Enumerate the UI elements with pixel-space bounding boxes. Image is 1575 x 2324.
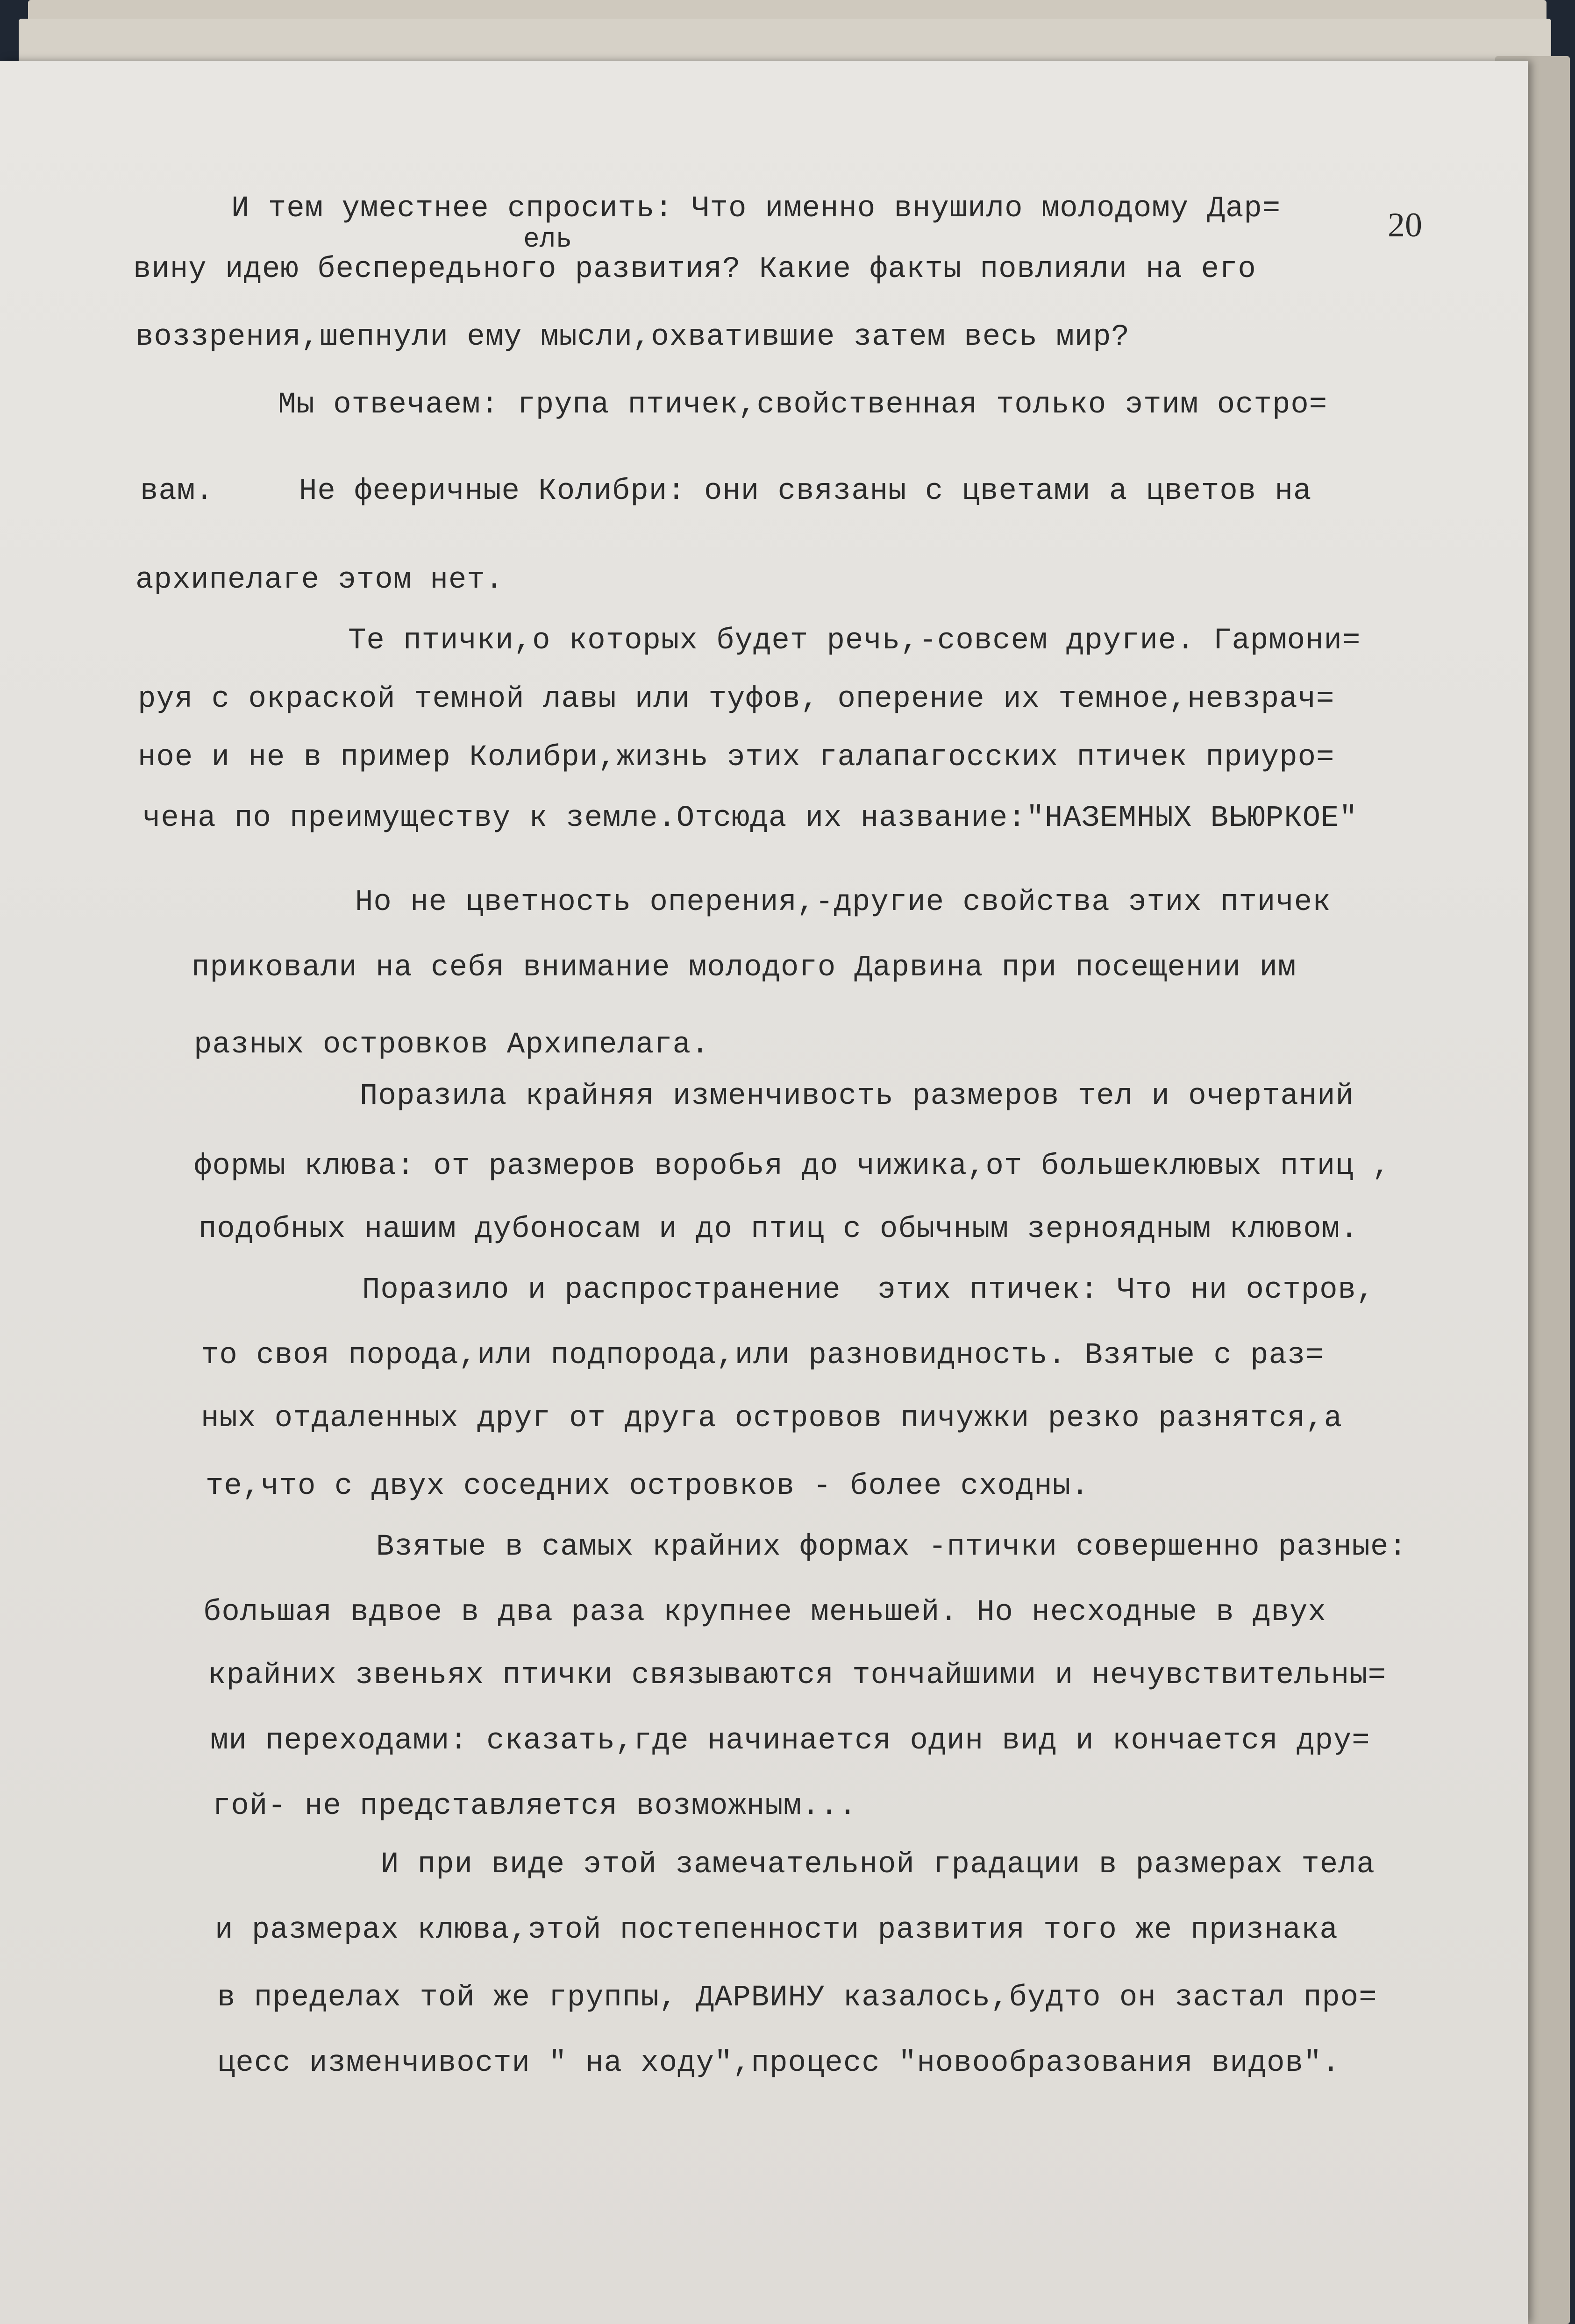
page-number: 20: [1388, 206, 1422, 244]
text-line: крайних звеньях птички связываются тончайшими и нечувствительны=: [208, 1659, 1386, 1692]
text-line: ных отдаленных друг от друга островов пичужки резко разнятся,а: [201, 1402, 1343, 1436]
text-line: ми переходами: сказать,где начинается один вид и кончается дру=: [210, 1724, 1370, 1758]
text-line: те,что с двух соседних островков - более сходны.: [206, 1470, 1090, 1503]
text-line: подобных нашим дубоносам и до птиц с обычным зерноядным клювом.: [199, 1213, 1359, 1246]
text-line: то своя порода,или подпорода,или разновидность. Взятые с раз=: [201, 1339, 1324, 1372]
text-line: Поразила крайняя изменчивость размеров тел и очертаний: [360, 1080, 1354, 1113]
text-line: приковали на себя внимание молодого Дарвина при посещении им: [192, 951, 1297, 985]
text-line: гой- не представляется возможным...: [213, 1790, 857, 1823]
text-line: И при виде этой замечательной градации в размерах тела: [381, 1848, 1375, 1882]
text-line: большая вдвое в два раза крупнее меньшей. Но несходные в двух: [203, 1596, 1326, 1629]
text-line: ное и не в пример Колибри,жизнь этих галапагосских птичек приуро=: [138, 741, 1335, 775]
text-line: Мы отвечаем: група птичек,свойственная только этим остро=: [278, 388, 1328, 422]
text-line: архипелаге этом нет.: [135, 563, 504, 597]
text-line: воззрения,шепнули ему мысли,охватившие затем весь мир?: [135, 320, 1130, 354]
text-line: Поразило и распространение этих птичек: Что ни остров,: [362, 1273, 1375, 1307]
text-line: в пределах той же группы, ДАРВИНУ казалось,будто он застал про=: [217, 1981, 1377, 2015]
text-line: цесс изменчивости " на ходу",процесс "новообразования видов".: [217, 2047, 1340, 2080]
text-line: разных островков Архипелага.: [194, 1028, 710, 1062]
text-line: вам.: [140, 475, 214, 508]
text-line: Те птички,о которых будет речь,-совсем другие. Гармони=: [348, 624, 1361, 658]
text-line: и размерах клюва,этой постепенности развития того же признака: [215, 1913, 1338, 1947]
handwritten-insert: ель: [523, 225, 572, 255]
text-line: руя с окраской темной лавы или туфов, оперение их темное,невзрач=: [138, 682, 1335, 716]
text-line: вину идею беспередьного развития? Какие факты повлияли на его: [133, 253, 1256, 286]
text-line: Но не цветность оперения,-другие свойства этих птичек: [355, 886, 1331, 919]
text-line: И тем уместнее спросить: Что именно внушило молодому Дар=: [231, 192, 1281, 226]
text-line: формы клюва: от размеров воробья до чижика,от большеклювых птиц ,: [194, 1150, 1391, 1183]
text-line: чена по преимуществу к земле.Отсюда их название:"НАЗЕМНЫХ ВЬЮРКОЕ": [143, 802, 1358, 835]
text-line: Не феeричные Колибри: они связаны с цветами а цветов на: [299, 475, 1312, 508]
text-line: Взятые в самых крайних формах -птички совершенно разные:: [376, 1530, 1407, 1564]
